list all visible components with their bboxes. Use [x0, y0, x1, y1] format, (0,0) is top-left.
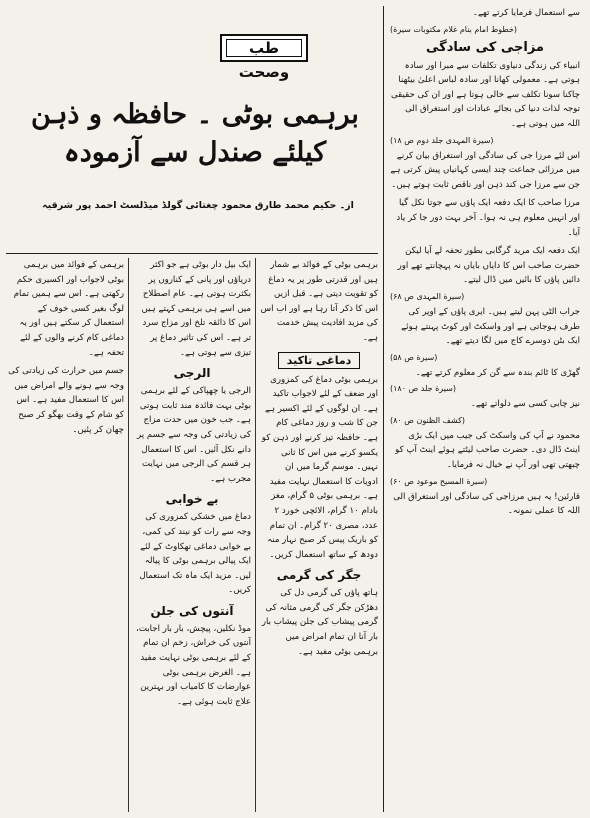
column-separator — [255, 258, 256, 812]
top-reference: (خطوط امام بنام غلام مکتوبات سیرة) — [390, 24, 518, 34]
reference: (سیرة المسیح موعود ص ۶۰) — [390, 476, 488, 486]
subheading: آنتوں کی جلن — [150, 603, 234, 618]
subheading: الرجی — [173, 366, 211, 381]
reference: (سیرة ص ۵۸) — [390, 352, 438, 362]
reference: (کشف الظنون ص ۸۰) — [390, 415, 466, 425]
article-column-2 — [133, 258, 251, 812]
column-divider — [383, 6, 384, 812]
paragraph: برہمی کے فوائد میں برہمی بوٹی لاجواب اور اکسیری حکم رکھتی ہے۔ اس سے ہمیں تمام لوگ بغیر کسی خوف کے استعمال کر سکتے ہیں اور یہ دماغی کام کرنے والوں کے لئے تحفہ ہے۔ — [13, 260, 124, 358]
column-separator — [128, 258, 129, 812]
article-column-1 — [260, 258, 378, 812]
subheading: بے خوابی — [165, 492, 219, 507]
paragraph: الرجی یا چھپاکی کے لئے برہمی بوٹی بہت فائدہ مند ثابت ہوتی ہے۔ جب خون میں حدت مزاج کی زیادتی کی وجہ سے جسم پر دانے نکل آئیں۔ اس کا استعمال ہر قسم کی الرجی میں نہایت مجرب ہے۔ — [136, 386, 251, 484]
reference: (سیرة المہدی ص ۶۸) — [390, 291, 465, 301]
paragraph: ایک دفعہ ایک مرید گرگابی بطور تحفہ لے آیا لیکن حضرت صاحب اس کا دایاں بایاں نہ پہچانتے تھے اور دائیں پاؤں کا بائیں میں ڈال لیتے۔ — [397, 246, 580, 286]
paragraph: گھڑی کا ٹائم بندہ سے گن کر معلوم کرتے تھے۔ — [415, 367, 580, 378]
paragraph: ایک بیل دار بوٹی ہے جو اکثر دریاؤں اور پانی کے کناروں پر بکثرت ہوتی ہے۔ عام اصطلاح میں اسے ہی برہمی کہتے ہیں اس کا ذائقہ تلخ اور مزاج سرد تر ہے۔ اس کی تاثیر دماغ پر تیزی سے ہوتی ہے۔ — [141, 260, 251, 358]
reference: (سیرة جلد ص ۱۸۰) — [390, 384, 456, 394]
article-column-3 — [6, 258, 124, 812]
right-column — [390, 6, 580, 523]
paragraph: موڈ نکلیں، پیچش، بار بار اجابت، آنتوں کی خراش، زخم ان تمام کے لئے برہمی بوٹی نہایت مفید ہے۔ الغرض برہمی بوٹی عوارضات کا کامیاب اور بہترین علاج ثابت ہوئی ہے۔ — [136, 623, 251, 707]
paragraph: ہاتھ پاؤں کی گرمی دل کی دھڑکن جگر کی گرمی مثانہ کی گرمی پیشاب کی جلن پیشاب بار بار آنا ان تمام امراض میں برہمی بوٹی مفید ہے۔ — [261, 588, 378, 657]
article-byline: از۔ حکیم محمد طارق محمود چغتائی گولڈ میڈلسٹ احمد پور شرقیہ — [42, 200, 354, 211]
paragraph: قارئین! یہ ہیں مرزاجی کی سادگی اور استغراق الی اللہ کا عملی نمونہ۔ — [393, 491, 580, 517]
top-fragment: سے استعمال فرمایا کرتے تھے۔ — [472, 8, 580, 18]
paragraph: اس لئے مرزا جی کی سادگی اور استغراق بیان کرنے میں مرزائی جماعت چند ایسی کہانیاں پیش کرتی ہے جن سے مرزا جی کند ذہن اور ناقص ثابت ہوتے ہیں۔ — [390, 150, 580, 190]
subheading: جگر کی گرمی — [276, 568, 362, 583]
paragraph: جسم میں حرارت کی زیادتی کی وجہ سے ہونے والے امراض میں اس کا استعمال مفید ہے۔ اس کو شام کے وقت بھگو کر صبح چھان کر پئیں۔ — [8, 366, 124, 435]
paragraph: برہمی بوٹی کے فوائد بے شمار ہیں اور قدرتی طور پر یہ دماغ کو تقویت دیتی ہے۔ قبل ازیں اس کا ذکر آتا رہا ہے اور اب اس کی مزید افادیت پیش خدمت ہے۔ — [260, 260, 378, 343]
paragraph: نیز چابی کسی سے دلواتے تھے۔ — [470, 399, 580, 410]
paragraph: دماغ میں خشکی کمزوری کی وجہ سے رات کو نیند کی کمی، بے خوابی دماغی تھکاوٹ کے لئے ایک پیالی برہمی بوٹی کا پیالہ لیں۔ مزید ایک ماہ تک استعمال کریں۔ — [139, 512, 251, 596]
article-title: برہمی بوٹی ۔ حافظہ و ذہن کیلئے صندل سے آزمودہ — [31, 99, 359, 168]
paragraph: انبیاء کی زندگی دنیاوی تکلفات سے مبرا اور سادہ ہوتی ہے۔ معمولی کھانا اور سادہ لباس اعلیٰ بیٹھنا چاکنا سونا تکلف سے خالی ہوتا ہے اور ان کی حقیقی توجہ لذات دنیا کی بجائے عبادات اور استغراق الی اللہ میں ہوتی ہے۔ — [391, 60, 580, 129]
reference: (سیرة المہدی جلد دوم ص ۱۸) — [390, 135, 494, 145]
section-banner: طب وصحت — [220, 34, 308, 62]
paragraph: مرزا صاحب کا ایک دفعہ ایک پاؤں سے جوتا نکل گیا اور انہیں معلوم ہی نہ ہوا۔ آخر بہت دور جا کر یاد آیا۔ — [396, 198, 580, 238]
paragraph: برہمی بوٹی دماغ کی کمزوری اور ضعف کے لئے لاجواب تاکید ہے۔ ان لوگوں کے لئے اکسیر ہے جن کا شب و روز دماغی کام ہے۔ حافظہ تیز کرنے اور ذہن کو یکسو کرنے میں اس کا ثانی نہیں۔ موسم گرما میں ان ادویات کا استعمال نہایت مفید ہے۔ برہمی بوٹی ۵ گرام، مغز بادام ۱۰ گرام، الائچی خورد ۲ عدد، مصری ۲۰ گرام۔ ان تمام کو باریک پیس کر صبح نہار منہ دودھ کے ساتھ استعمال کریں۔ — [261, 374, 378, 560]
article-body — [6, 258, 378, 812]
section-title: مزاجی کی سادگی — [426, 39, 544, 55]
paragraph: جراب الٹی پہن لیتے ہیں۔ ایری پاؤں کے اوپر کی طرف ہوجاتی ہے اور واسکٹ اور کوٹ پہنتے ہوئے ایک بٹن دوسرے کاج میں لگا دیتے تھے۔ — [401, 306, 580, 347]
subheading: دماغی تاکید — [260, 352, 378, 369]
paragraph: محمود نے آپ کی واسکٹ کی جیب میں ایک بڑی اینٹ ڈال دی۔ حضرت صاحب لیٹتے ہوئے اینٹ آپ کو چبھتی تھی اور آپ نے خیال نہ فرمایا۔ — [395, 430, 580, 471]
title-divider — [6, 253, 378, 254]
